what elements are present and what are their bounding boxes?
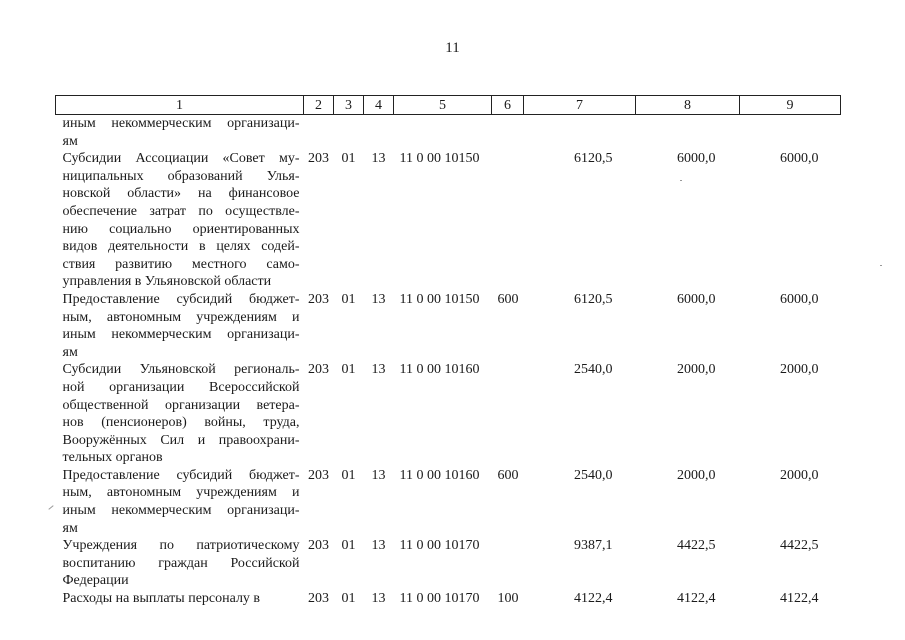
- description-line: иным некоммерческим организаци-: [62, 503, 300, 519]
- cell-amount-col8: 2000,0: [677, 467, 716, 483]
- cell-amount-col8: 6000,0: [677, 291, 716, 307]
- column-header-5: 5: [394, 96, 492, 115]
- cell-section: 01: [341, 291, 356, 307]
- cell-amount-col9: 2000,0: [780, 362, 819, 378]
- description-line: иным некоммерческим организаци-: [62, 116, 300, 131]
- cell-amount-col7: [524, 115, 636, 151]
- column-header-3: 3: [334, 96, 364, 115]
- cell-description: [56, 537, 304, 590]
- description-line: общественной организации ветера-: [62, 397, 300, 413]
- cell-subsection: 13: [371, 151, 386, 167]
- page-number: 11: [445, 40, 460, 56]
- table-body: [56, 115, 841, 608]
- cell-expense-type: [492, 115, 524, 151]
- column-header-6: 6: [492, 96, 524, 115]
- cell-expense-type: 100: [497, 591, 519, 607]
- cell-expense-type: [492, 150, 524, 291]
- cell-amount-col7: 2540,0: [574, 467, 613, 483]
- cell-amount-col9: 6000,0: [780, 291, 819, 307]
- cell-section: 01: [341, 538, 356, 554]
- column-header-1: 1: [56, 96, 304, 115]
- cell-subsection: 13: [371, 467, 386, 483]
- cell-admin-code: 203: [308, 151, 329, 167]
- table-row: [56, 537, 841, 590]
- description-line: ям: [62, 344, 78, 360]
- cell-target-article: 11 0 00 10150: [399, 291, 480, 307]
- table-row: [56, 590, 841, 608]
- cell-section: 01: [341, 591, 356, 607]
- description-line: ной организации Всероссийской: [62, 379, 300, 395]
- cell-subsection: 13: [371, 591, 386, 607]
- scan-speck: [48, 505, 53, 510]
- cell-target-article: 11 0 00 10160: [399, 362, 480, 378]
- cell-amount-col7: 4122,4: [574, 591, 613, 607]
- description-line: Субсидии Ассоциации «Совет му-: [62, 151, 300, 167]
- column-number-row: [56, 96, 841, 115]
- cell-subsection: 13: [371, 538, 386, 554]
- cell-admin-code: 203: [308, 591, 329, 607]
- table-header: [56, 96, 841, 115]
- cell-description: [56, 590, 304, 608]
- column-header-9: 9: [740, 96, 841, 115]
- cell-section: 01: [341, 467, 356, 483]
- cell-amount-col7: 6120,5: [574, 291, 613, 307]
- table-row: [56, 291, 841, 361]
- description-line: ным, автономным учреждениям и: [62, 309, 300, 325]
- cell-admin-code: 203: [308, 362, 329, 378]
- cell-amount-col9: 2000,0: [780, 467, 819, 483]
- cell-target-article: 11 0 00 10160: [399, 467, 480, 483]
- cell-admin-code: 203: [308, 467, 329, 483]
- budget-table: [55, 95, 841, 608]
- budget-table-container: [55, 95, 840, 608]
- cell-amount-col7: 9387,1: [574, 538, 613, 554]
- cell-section: 01: [341, 362, 356, 378]
- cell-target-article: 11 0 00 10150: [399, 151, 480, 167]
- description-line: ствия развитию местного само-: [62, 256, 300, 272]
- table-row: [56, 361, 841, 467]
- cell-description: [56, 150, 304, 291]
- column-header-7: 7: [524, 96, 636, 115]
- cell-admin-code: 203: [308, 291, 329, 307]
- cell-admin-code: 203: [308, 538, 329, 554]
- scan-speck: [680, 180, 682, 181]
- cell-description: [56, 467, 304, 537]
- cell-admin-code: [304, 115, 334, 151]
- description-line: видов деятельности в целях содей-: [62, 239, 300, 255]
- description-line: ным, автономным учреждениям и: [62, 485, 300, 501]
- cell-expense-type: 600: [497, 291, 519, 307]
- scan-speck: [880, 265, 882, 266]
- cell-target-article: 11 0 00 10170: [399, 591, 480, 607]
- cell-expense-type: 600: [497, 467, 519, 483]
- description-line: тельных органов: [62, 450, 163, 466]
- cell-amount-col9: 4422,5: [780, 538, 819, 554]
- description-line: нов (пенсионеров) войны, труда,: [62, 415, 300, 431]
- cell-subsection: 13: [371, 362, 386, 378]
- description-line: иным некоммерческим организаци-: [62, 327, 300, 343]
- table-row: [56, 115, 841, 151]
- description-line: нию социально ориентированных: [62, 221, 300, 237]
- cell-amount-col7: 2540,0: [574, 362, 613, 378]
- cell-amount-col8: 4122,4: [677, 591, 716, 607]
- table-row: [56, 150, 841, 291]
- cell-description: [56, 361, 304, 467]
- description-line: Вооружённых Сил и правоохрани-: [62, 432, 300, 448]
- cell-amount-col7: 6120,5: [574, 151, 613, 167]
- description-line: Предоставление субсидий бюджет-: [62, 291, 300, 307]
- column-header-4: 4: [364, 96, 394, 115]
- column-header-2: 2: [304, 96, 334, 115]
- description-line: управления в Ульяновской области: [62, 274, 272, 290]
- cell-subsection: 13: [371, 291, 386, 307]
- cell-amount-col8: [636, 115, 740, 151]
- description-line: Федерации: [62, 573, 129, 589]
- description-line: ям: [62, 520, 78, 536]
- cell-subsection: [364, 115, 394, 151]
- cell-description: [56, 291, 304, 361]
- table-row: [56, 467, 841, 537]
- description-line: новской области» на финансовое: [62, 186, 300, 202]
- description-line: Расходы на выплаты персоналу в: [62, 591, 261, 607]
- description-line: Учреждения по патриотическому: [62, 538, 300, 554]
- cell-amount-col8: 6000,0: [677, 151, 716, 167]
- cell-target-article: [394, 115, 492, 151]
- description-line: воспитанию граждан Российской: [62, 555, 300, 571]
- description-line: ям: [62, 133, 78, 149]
- cell-amount-col8: 2000,0: [677, 362, 716, 378]
- description-line: Субсидии Ульяновской региональ-: [62, 362, 300, 378]
- cell-target-article: 11 0 00 10170: [399, 538, 480, 554]
- cell-amount-col8: 4422,5: [677, 538, 716, 554]
- cell-amount-col9: [740, 115, 841, 151]
- cell-section: 01: [341, 151, 356, 167]
- description-line: ниципальных образований Улья-: [62, 168, 300, 184]
- description-line: Предоставление субсидий бюджет-: [62, 467, 300, 483]
- cell-description: [56, 115, 304, 151]
- cell-amount-col9: 6000,0: [780, 151, 819, 167]
- cell-amount-col9: 4122,4: [780, 591, 819, 607]
- cell-expense-type: [492, 361, 524, 467]
- cell-expense-type: [492, 537, 524, 590]
- cell-section: [334, 115, 364, 151]
- column-header-8: 8: [636, 96, 740, 115]
- description-line: обеспечение затрат по осуществле-: [62, 203, 300, 219]
